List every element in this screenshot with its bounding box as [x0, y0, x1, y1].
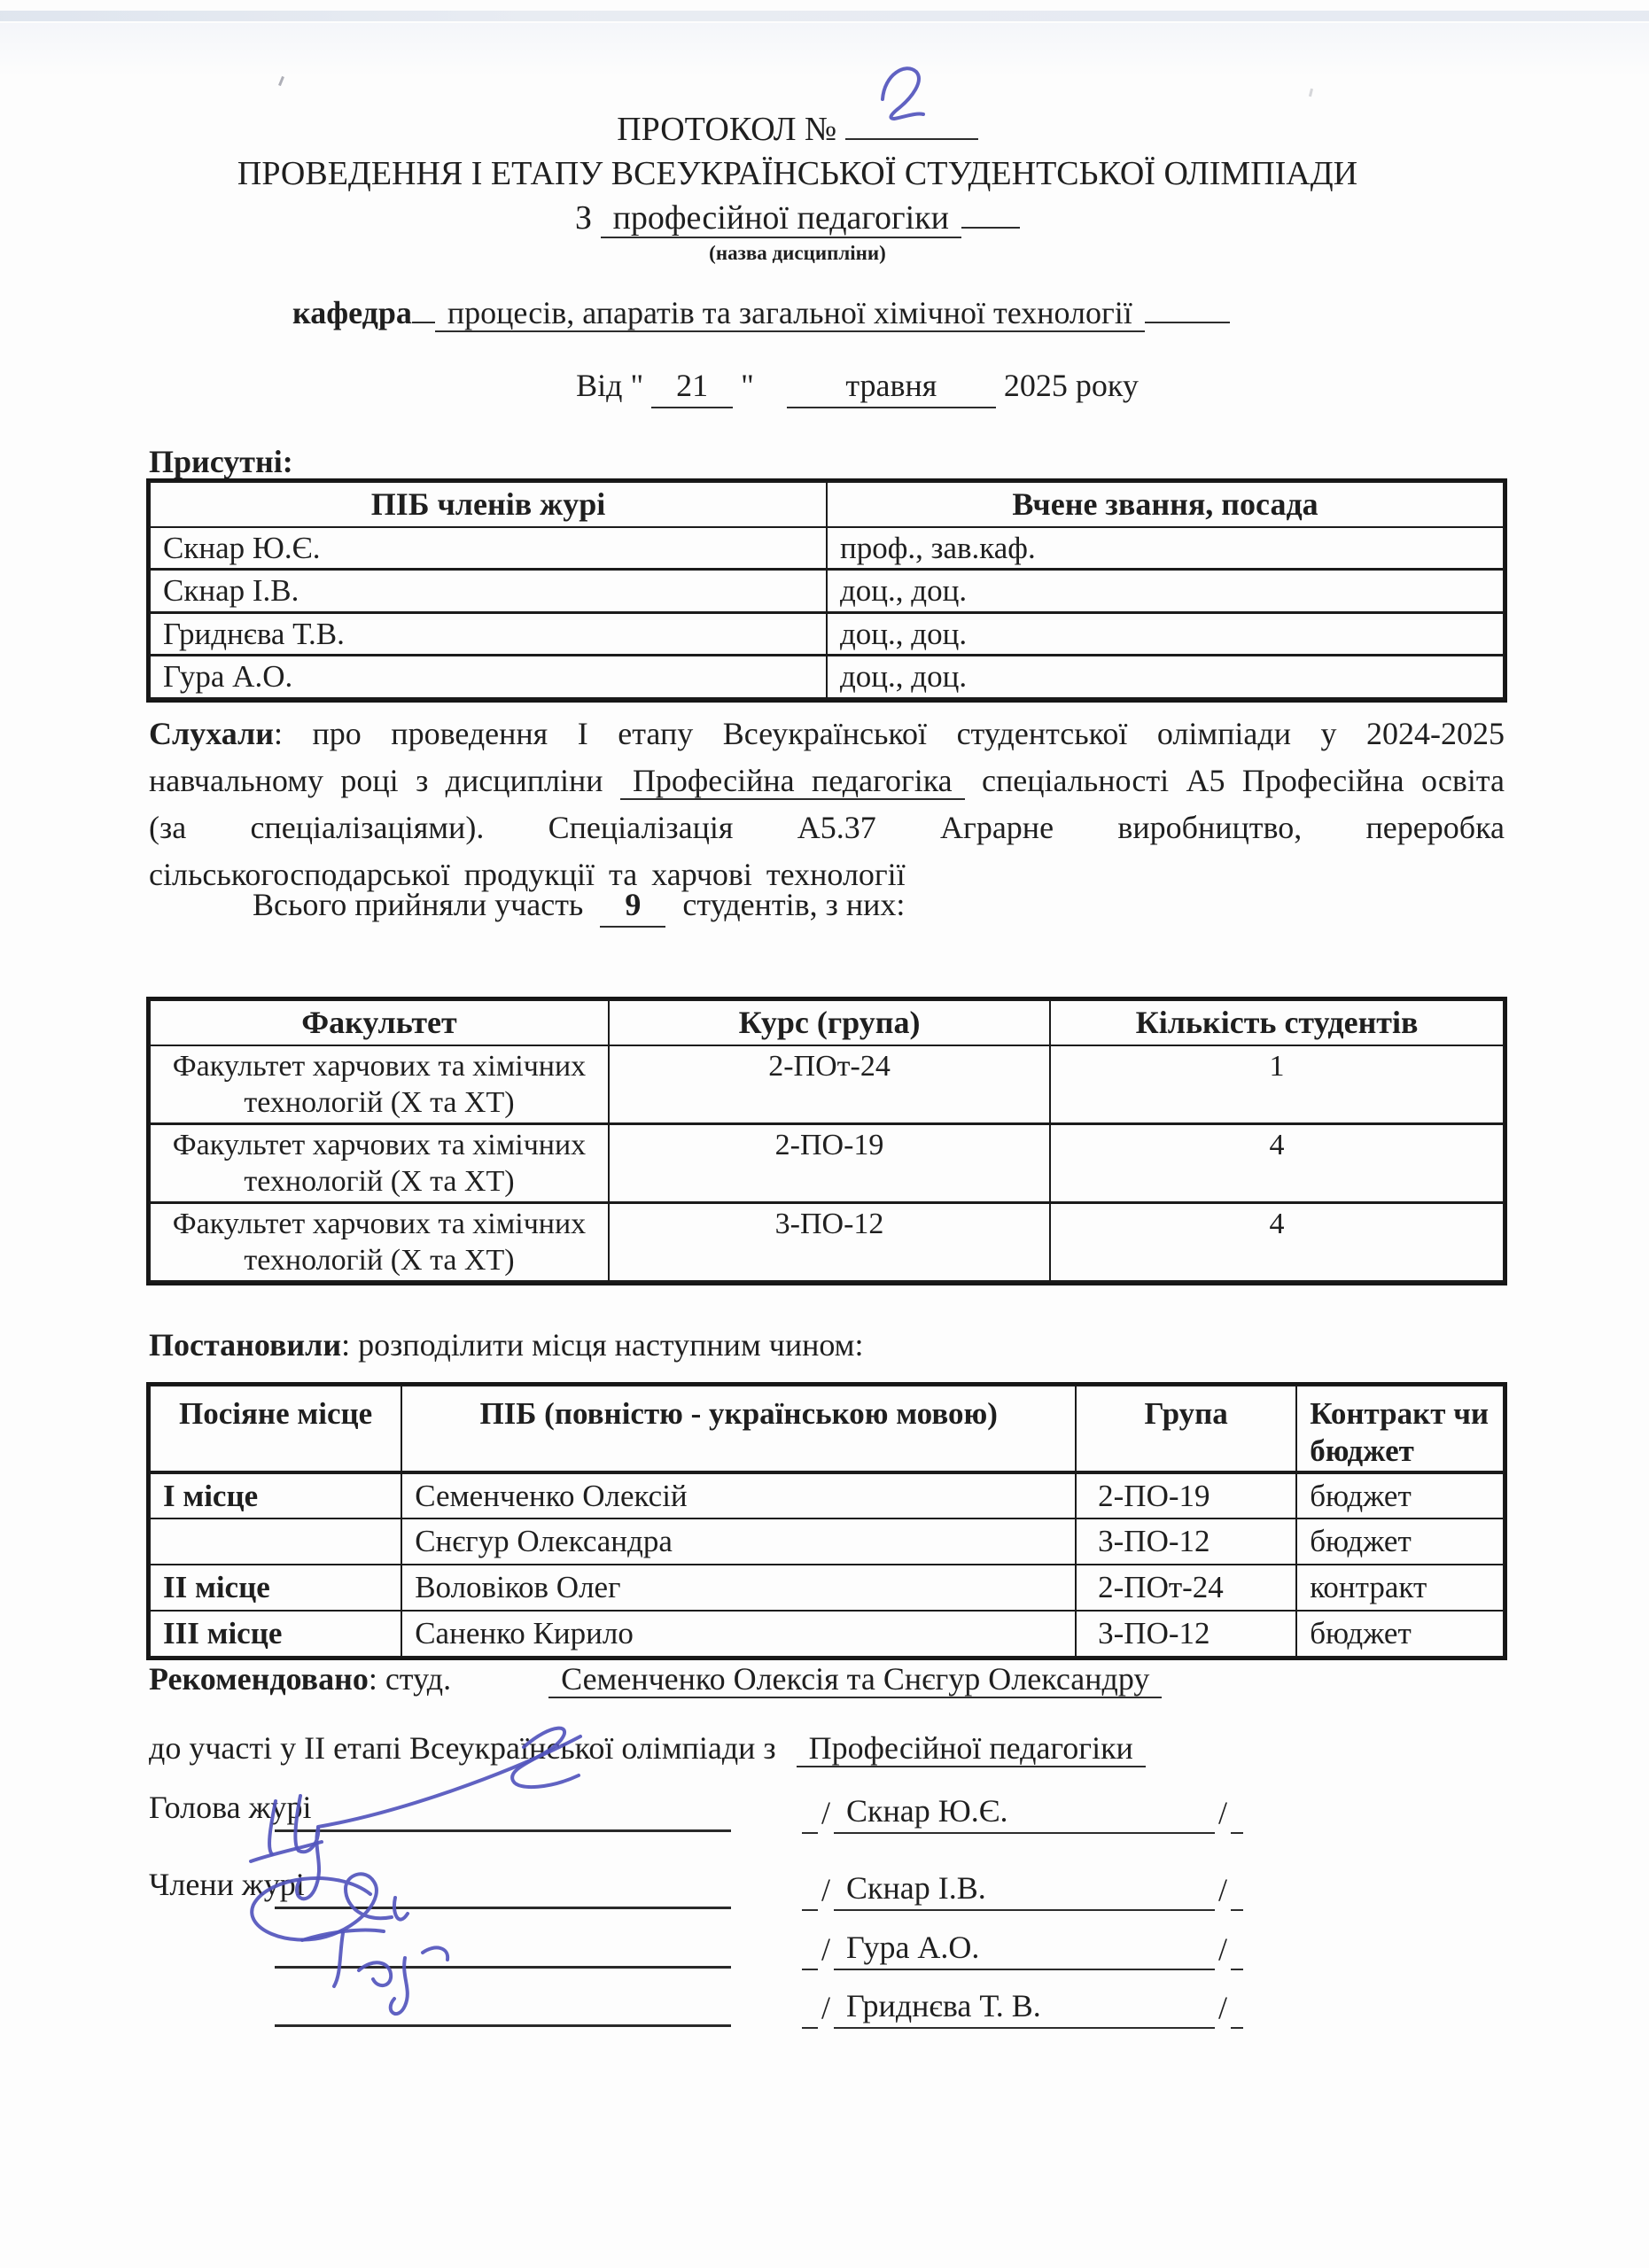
scan-artifact-band: [0, 11, 1649, 21]
recommended-text: : студ.: [368, 1661, 452, 1697]
heard-discipline: Професійна педагогіка: [620, 763, 965, 800]
faculty-table: [146, 997, 1507, 1285]
date-close-quote: ": [741, 368, 754, 403]
date-year: 2025 року: [1003, 368, 1139, 403]
table-row: [150, 656, 1504, 699]
faculty-cell: Факультет харчових та хімічних технологій (Х та ХТ): [150, 1045, 609, 1124]
recommended-discipline: Професійної педагогіки: [797, 1730, 1146, 1767]
jury-title-cell: доц., доц.: [827, 656, 1504, 699]
faculty-cell: Факультет харчових та хімічних технологій (Х та ХТ): [150, 1202, 609, 1281]
underscore-segment: [1231, 2022, 1243, 2029]
underscore-segment: [802, 1904, 818, 1911]
underscore-segment: [1231, 1904, 1243, 1911]
protocol-number-underline: [845, 105, 978, 140]
recommended-line2-text: до участі у ІІ етапі Всеукраїнської олімпіади з: [149, 1730, 776, 1766]
table-row: [150, 570, 1504, 613]
member-signature-row: [146, 1974, 1515, 2029]
department-underline-lead: [412, 322, 435, 323]
student-name-cell: Семенченко Олексій: [401, 1472, 1076, 1518]
date-prefix: Від ": [576, 368, 644, 403]
recommended-label: Рекомендовано: [149, 1661, 369, 1697]
jury-name-cell: Гриднєва Т.В.: [150, 612, 827, 656]
date-day: 21: [651, 365, 733, 408]
group-cell: 3-ПО-12: [1076, 1518, 1296, 1565]
date-line: [177, 365, 1537, 408]
slash-mark: /: [1218, 1931, 1228, 1968]
signature-line: [275, 1829, 731, 1832]
sig-name: Скнар Ю.Є.: [834, 1790, 1215, 1834]
participation-line: [253, 884, 905, 928]
scan-speck: [1309, 89, 1313, 97]
slash-mark: /: [821, 1872, 831, 1908]
member-signature-row: [146, 1915, 1515, 1970]
student-count-header: Кількість студентів: [1050, 1000, 1504, 1045]
underscore-segment: [802, 1963, 818, 1970]
table-header-row: [150, 482, 1504, 527]
fullname-header: ПІБ (повністю - українською мовою): [401, 1386, 1076, 1472]
jury-name-cell: Скнар І.В.: [150, 570, 827, 613]
date-month: травня: [787, 365, 996, 408]
recommended-students: Семенченко Олексія та Снєгур Олександру: [548, 1661, 1162, 1698]
group-cell: 2-ПО-19: [1076, 1472, 1296, 1518]
slash-mark: /: [1218, 1795, 1228, 1831]
student-name-cell: Саненко Кирило: [401, 1611, 1076, 1657]
resolved-line: [149, 1324, 863, 1366]
place-cell: [150, 1518, 401, 1565]
discipline-underline-tail: [961, 227, 1020, 229]
student-name-cell: Воловіков Олег: [401, 1565, 1076, 1611]
course-group-header: Курс (група): [609, 1000, 1050, 1045]
discipline-caption: (назва дисципліни): [709, 242, 886, 264]
jury-title-header: Вчене звання, посада: [827, 482, 1504, 527]
slash-mark: /: [1218, 1990, 1228, 2026]
member-signature-row: [146, 1856, 1515, 1911]
jury-name-header: ПІБ членів журі: [150, 482, 827, 527]
group-cell: 3-ПО-12: [1076, 1611, 1296, 1657]
table-row: [150, 1045, 1504, 1124]
place-cell: І місце: [150, 1472, 401, 1518]
jury-title-cell: доц., доц.: [827, 570, 1504, 613]
members-jury-label: Члени журі: [149, 1867, 305, 1903]
signature-line: [275, 1966, 731, 1969]
funding-cell: бюджет: [1296, 1472, 1504, 1518]
table-row: [150, 1123, 1504, 1202]
slash-mark: /: [821, 1795, 831, 1831]
funding-cell: бюджет: [1296, 1518, 1504, 1565]
underscore-segment: [1231, 1827, 1243, 1834]
resolved-label: Постановили: [149, 1327, 342, 1363]
slash-mark: /: [821, 1990, 831, 2026]
funding-cell: бюджет: [1296, 1611, 1504, 1657]
place-cell: ІІІ місце: [150, 1611, 401, 1657]
faculty-cell: Факультет харчових та хімічних технологій (Х та ХТ): [150, 1123, 609, 1202]
student-name-cell: Снєгур Олександра: [401, 1518, 1076, 1565]
faculty-header: Факультет: [150, 1000, 609, 1045]
table-row: [150, 1611, 1504, 1657]
count-cell: 1: [1050, 1045, 1504, 1124]
participation-text-before: Всього прийняли участь: [253, 887, 584, 922]
discipline-prefix: З: [575, 199, 593, 237]
title-block: [53, 105, 1542, 267]
recommended-line: [149, 1658, 1162, 1700]
slash-mark: /: [821, 1931, 831, 1968]
funding-cell: контракт: [1296, 1565, 1504, 1611]
protocol-label: ПРОТОКОЛ №: [617, 111, 837, 148]
jury-name-cell: Скнар Ю.Є.: [150, 527, 827, 570]
discipline-line: [53, 196, 1542, 240]
attendees-label: Присутні:: [149, 444, 293, 479]
sig-name: Гриднєва Т. В.: [834, 1984, 1215, 2029]
department-underline-tail: [1145, 322, 1230, 323]
slash-mark: /: [1218, 1872, 1228, 1908]
heard-label: Слухали: [149, 716, 274, 751]
signature-name-group: [802, 1917, 1243, 1970]
department-label: кафедра: [292, 295, 412, 330]
department-value: процесів, апаратів та загальної хімічної технології: [435, 295, 1145, 332]
sig-name: Скнар І.В.: [834, 1867, 1215, 1911]
jury-title-cell: проф., зав.каф.: [827, 527, 1504, 570]
head-signature-row: [146, 1779, 1515, 1834]
resolved-text: : розподілити місця наступним чином:: [341, 1327, 864, 1363]
jury-name-cell: Гура А.О.: [150, 656, 827, 699]
scan-artifact-haze: [0, 23, 1649, 76]
head-jury-label: Голова журі: [149, 1790, 312, 1826]
participation-count: 9: [600, 884, 665, 928]
count-cell: 4: [1050, 1202, 1504, 1281]
signature-name-group: [802, 1858, 1243, 1911]
group-cell: 2-ПОт-24: [1076, 1565, 1296, 1611]
protocol-number-handwritten: [875, 58, 930, 126]
group-header: Група: [1076, 1386, 1296, 1472]
table-header-row: [150, 1000, 1504, 1045]
heard-text-before: : про проведення І етапу Всеукраїнської студентської олімпіади у 2024-2025 навчальному році з дисципліни: [149, 716, 1505, 798]
table-row: [150, 527, 1504, 570]
table-header-row: [150, 1386, 1504, 1472]
discipline-underlined: професійної педагогіки: [601, 199, 961, 238]
group-cell: 3-ПО-12: [609, 1202, 1050, 1281]
table-row: [150, 612, 1504, 656]
jury-title-cell: доц., доц.: [827, 612, 1504, 656]
place-cell: ІІ місце: [150, 1565, 401, 1611]
table-row: [150, 1565, 1504, 1611]
signature-name-group: [802, 1781, 1243, 1834]
protocol-line: [53, 105, 1542, 151]
group-cell: 2-ПОт-24: [609, 1045, 1050, 1124]
table-row: [150, 1472, 1504, 1518]
signature-line: [275, 1907, 731, 1909]
place-header: Посіяне місце: [150, 1386, 401, 1472]
scan-speck: [278, 76, 284, 86]
underscore-segment: [802, 2022, 818, 2029]
title-line2: ПРОВЕДЕННЯ І ЕТАПУ ВСЕУКРАЇНСЬКОЇ СТУДЕНТСЬКОЇ ОЛІМПІАДИ: [237, 155, 1358, 192]
table-row: [150, 1518, 1504, 1565]
heard-paragraph: [149, 711, 1505, 898]
underscore-segment: [802, 1827, 818, 1834]
attendees-table: [146, 478, 1507, 703]
group-cell: 2-ПО-19: [609, 1123, 1050, 1202]
participation-text-after: студентів, з них:: [682, 887, 906, 922]
signature-name-group: [802, 1976, 1243, 2029]
underscore-segment: [1231, 1963, 1243, 1970]
results-table: [146, 1382, 1507, 1660]
heard-text-after: спеціальності А5 Професійна освіта (за спеціалізаціями). Спеціалізація А5.37 Аграрне виробництво, переробка сільськогосподарської продукції та харчові технології: [149, 763, 1505, 892]
count-cell: 4: [1050, 1123, 1504, 1202]
recommended-line2: [149, 1728, 1146, 1769]
department-line: [292, 292, 1533, 334]
sig-name: Гура А.О.: [834, 1926, 1215, 1970]
contract-header: Контракт чи бюджет: [1296, 1386, 1504, 1472]
signature-line: [275, 2024, 731, 2027]
table-row: [150, 1202, 1504, 1281]
